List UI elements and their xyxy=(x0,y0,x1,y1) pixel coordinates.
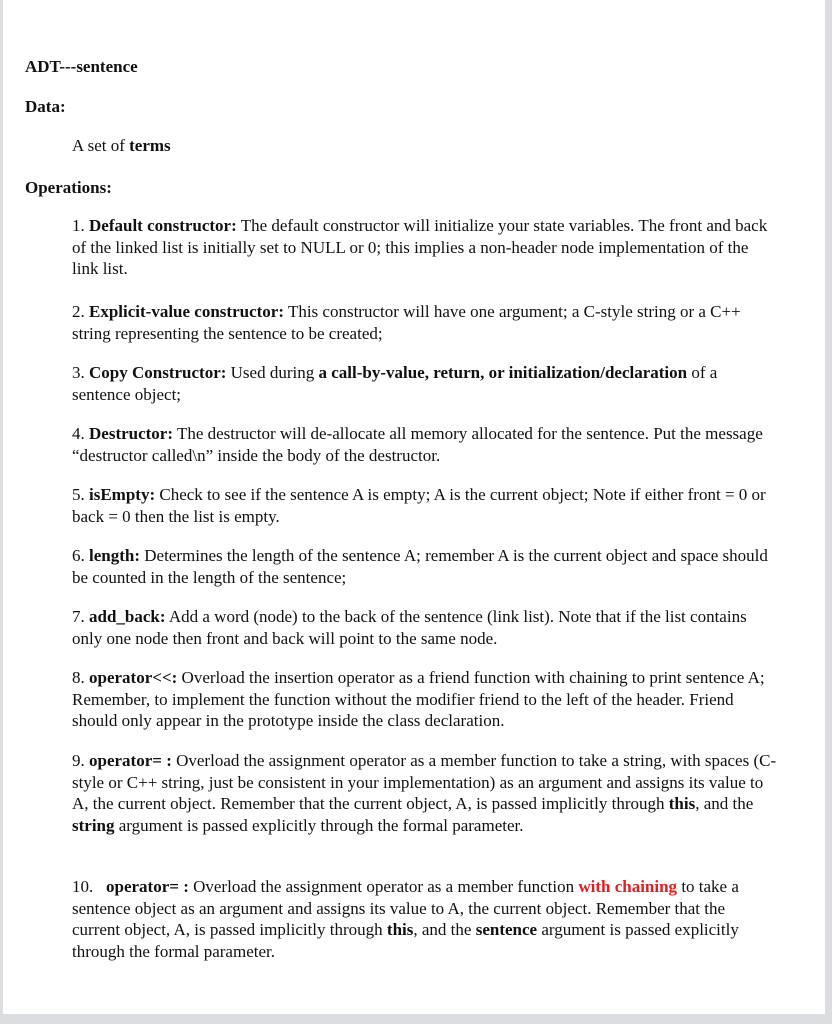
operation-number: 1. xyxy=(72,216,89,235)
operation-number: 4. xyxy=(72,424,89,443)
operation-text: Determines the length of the sentence A; remember A is the current object and space should be counted in the length of the sentence; xyxy=(72,546,768,587)
data-description-terms: terms xyxy=(129,136,171,155)
operation-text: Check to see if the sentence A is empty; A is the current object; Note if either front = 0 or back = 0 then the list is empty. xyxy=(72,485,766,526)
operation-text: argument is passed explicitly through the formal parameter. xyxy=(114,815,524,835)
operation-item-8 xyxy=(72,667,777,732)
operation-text-bold: sentence xyxy=(475,920,538,939)
operation-name: Copy Constructor: xyxy=(89,363,227,382)
operation-number: 10. xyxy=(72,877,106,896)
operation-item-9 xyxy=(72,750,777,836)
operation-item-10 xyxy=(72,876,777,962)
operations-heading: Operations: xyxy=(25,178,112,197)
operation-text: , and the xyxy=(413,920,476,939)
operation-number: 8. xyxy=(72,668,89,687)
operation-item-5 xyxy=(72,484,777,527)
document-title: ADT---sentence xyxy=(25,57,138,76)
operation-text-highlight: with chaining xyxy=(578,877,678,896)
operation-text: The destructor will de-allocate all memory allocated for the sentence. Put the message “destructor called\n” inside the body of the destructor. xyxy=(72,424,763,465)
operation-number: 5. xyxy=(72,485,89,504)
operation-name: operator= : xyxy=(106,877,189,896)
operation-name: add_back: xyxy=(89,607,166,626)
operation-name: isEmpty: xyxy=(89,485,156,504)
data-description xyxy=(72,135,777,157)
operation-number: 7. xyxy=(72,607,89,626)
operation-number: 6. xyxy=(72,546,89,565)
operation-text: Overload the assignment operator as a member function xyxy=(188,877,579,896)
operation-text: , and the xyxy=(695,794,754,813)
operation-number: 9. xyxy=(72,751,89,770)
operation-item-4 xyxy=(72,423,777,466)
operation-item-2 xyxy=(72,301,777,344)
operation-text: to take a sentence object as an argument and assigns its value to A, the current object. Remember that the current object, A, is passed implicitly through xyxy=(72,877,739,939)
operation-number: 2. xyxy=(72,302,89,321)
data-heading: Data: xyxy=(25,97,66,116)
operation-text-bold: this xyxy=(386,920,414,939)
operation-name: operator= : xyxy=(89,751,172,770)
operation-name: Explicit-value constructor: xyxy=(89,302,284,321)
operation-name: Default constructor: xyxy=(89,216,237,235)
operation-number: 3. xyxy=(72,363,89,382)
operation-text: Add a word (node) to the back of the sentence (link list). Note that if the list contains only one node then front and back will point to the same node. xyxy=(72,607,747,648)
operation-text-bold: this xyxy=(668,794,696,813)
operation-item-1 xyxy=(72,215,777,280)
data-description-prefix: A set of xyxy=(72,136,130,155)
operation-text: Overload the assignment operator as a member function to take a string, with spaces (C-style or C++ string, just be consistent in your implementation) as an argument and assigns its value to A, the current object. Remember that the current object, A, is passed implicitly through xyxy=(72,751,777,813)
operation-item-6 xyxy=(72,545,777,588)
operation-text: argument is passed explicitly through the formal parameter. xyxy=(72,920,739,961)
operation-text: of a sentence object; xyxy=(72,363,718,404)
operation-name: Destructor: xyxy=(89,424,174,443)
operation-text-bold: a call-by-value, return, or initialization/declaration xyxy=(318,363,688,382)
operation-item-7 xyxy=(72,606,777,649)
document-page xyxy=(3,0,825,1014)
operation-text: Overload the insertion operator as a friend function with chaining to print sentence A; Remember, to implement the function without the modifier friend to the left of the header. Friend should only appear in the prototype inside the class declaration. xyxy=(72,668,765,730)
operation-text-bold: string xyxy=(72,815,115,835)
operation-text: Used during xyxy=(226,363,319,382)
operation-text: The default constructor will initialize your state variables. The front and back of the linked list is initially set to NULL or 0; this implies a non-header node implementation of the link list. xyxy=(72,216,768,278)
operation-name: operator<<: xyxy=(89,668,178,687)
operation-text: This constructor will have one argument; a C-style string or a C++ string representing the sentence to be created; xyxy=(72,302,741,343)
operation-name: length: xyxy=(89,546,140,565)
operation-item-3 xyxy=(72,362,777,405)
